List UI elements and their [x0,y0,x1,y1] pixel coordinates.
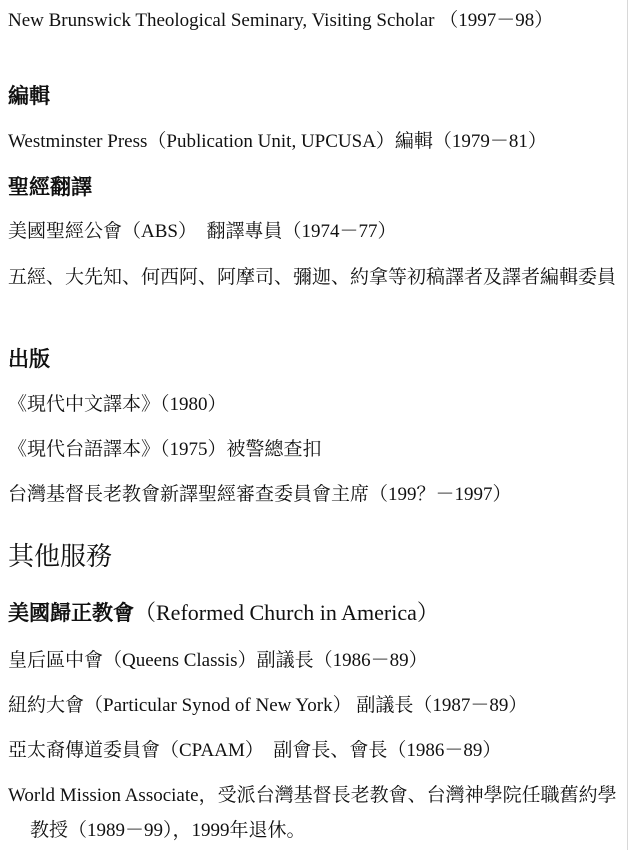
queens-classis-entry: 皇后區中會（Queens Classis）副議長（1986－89） [8,650,428,671]
world-mission-entry: World Mission Associate，受派台灣基督長老教會、台灣神學院任職舊約學教授（1989－99），1999年退休。 [8,785,617,841]
heading-reformed-church [8,598,618,628]
pct-review-committee-entry: 台灣基督長老教會新譯聖經審查委員會主席（199？－1997） [8,484,512,505]
heading-publication: 出版 [8,347,50,371]
heading-editing: 編輯 [8,84,50,108]
first-draft-translator-entry: 五經、大先知、何西阿、阿摩司、彌迦、約拿等初稿譯者及譯者編輯委員 [8,267,617,288]
heading-reformed-church-cjk: 美國歸正教會 [8,601,134,625]
modern-taiwanese-version-entry: 《現代台語譯本》（1975）被警總查扣 [8,439,322,460]
visiting-scholar-entry: New Brunswick Theological Seminary, Visiting Scholar （1997－98） [8,10,554,31]
abs-entry: 美國聖經公會（ABS） 翻譯專員（1974－77） [8,221,397,242]
particular-synod-entry: 紐約大會（Particular Synod of New York） 副議長（1987－89） [8,695,528,716]
modern-chinese-version-entry: 《現代中文譯本》（1980） [8,394,227,415]
cpaam-entry: 亞太裔傳道委員會（CPAAM） 副會長、會長（1986－89） [8,740,502,761]
westminster-entry: Westminster Press（Publication Unit, UPCUSA）編輯（1979－81） [8,131,547,152]
heading-bible-translation: 聖經翻譯 [8,175,92,199]
heading-other-service: 其他服務 [8,542,113,572]
heading-reformed-church-latin: （Reformed Church in America） [134,600,439,625]
